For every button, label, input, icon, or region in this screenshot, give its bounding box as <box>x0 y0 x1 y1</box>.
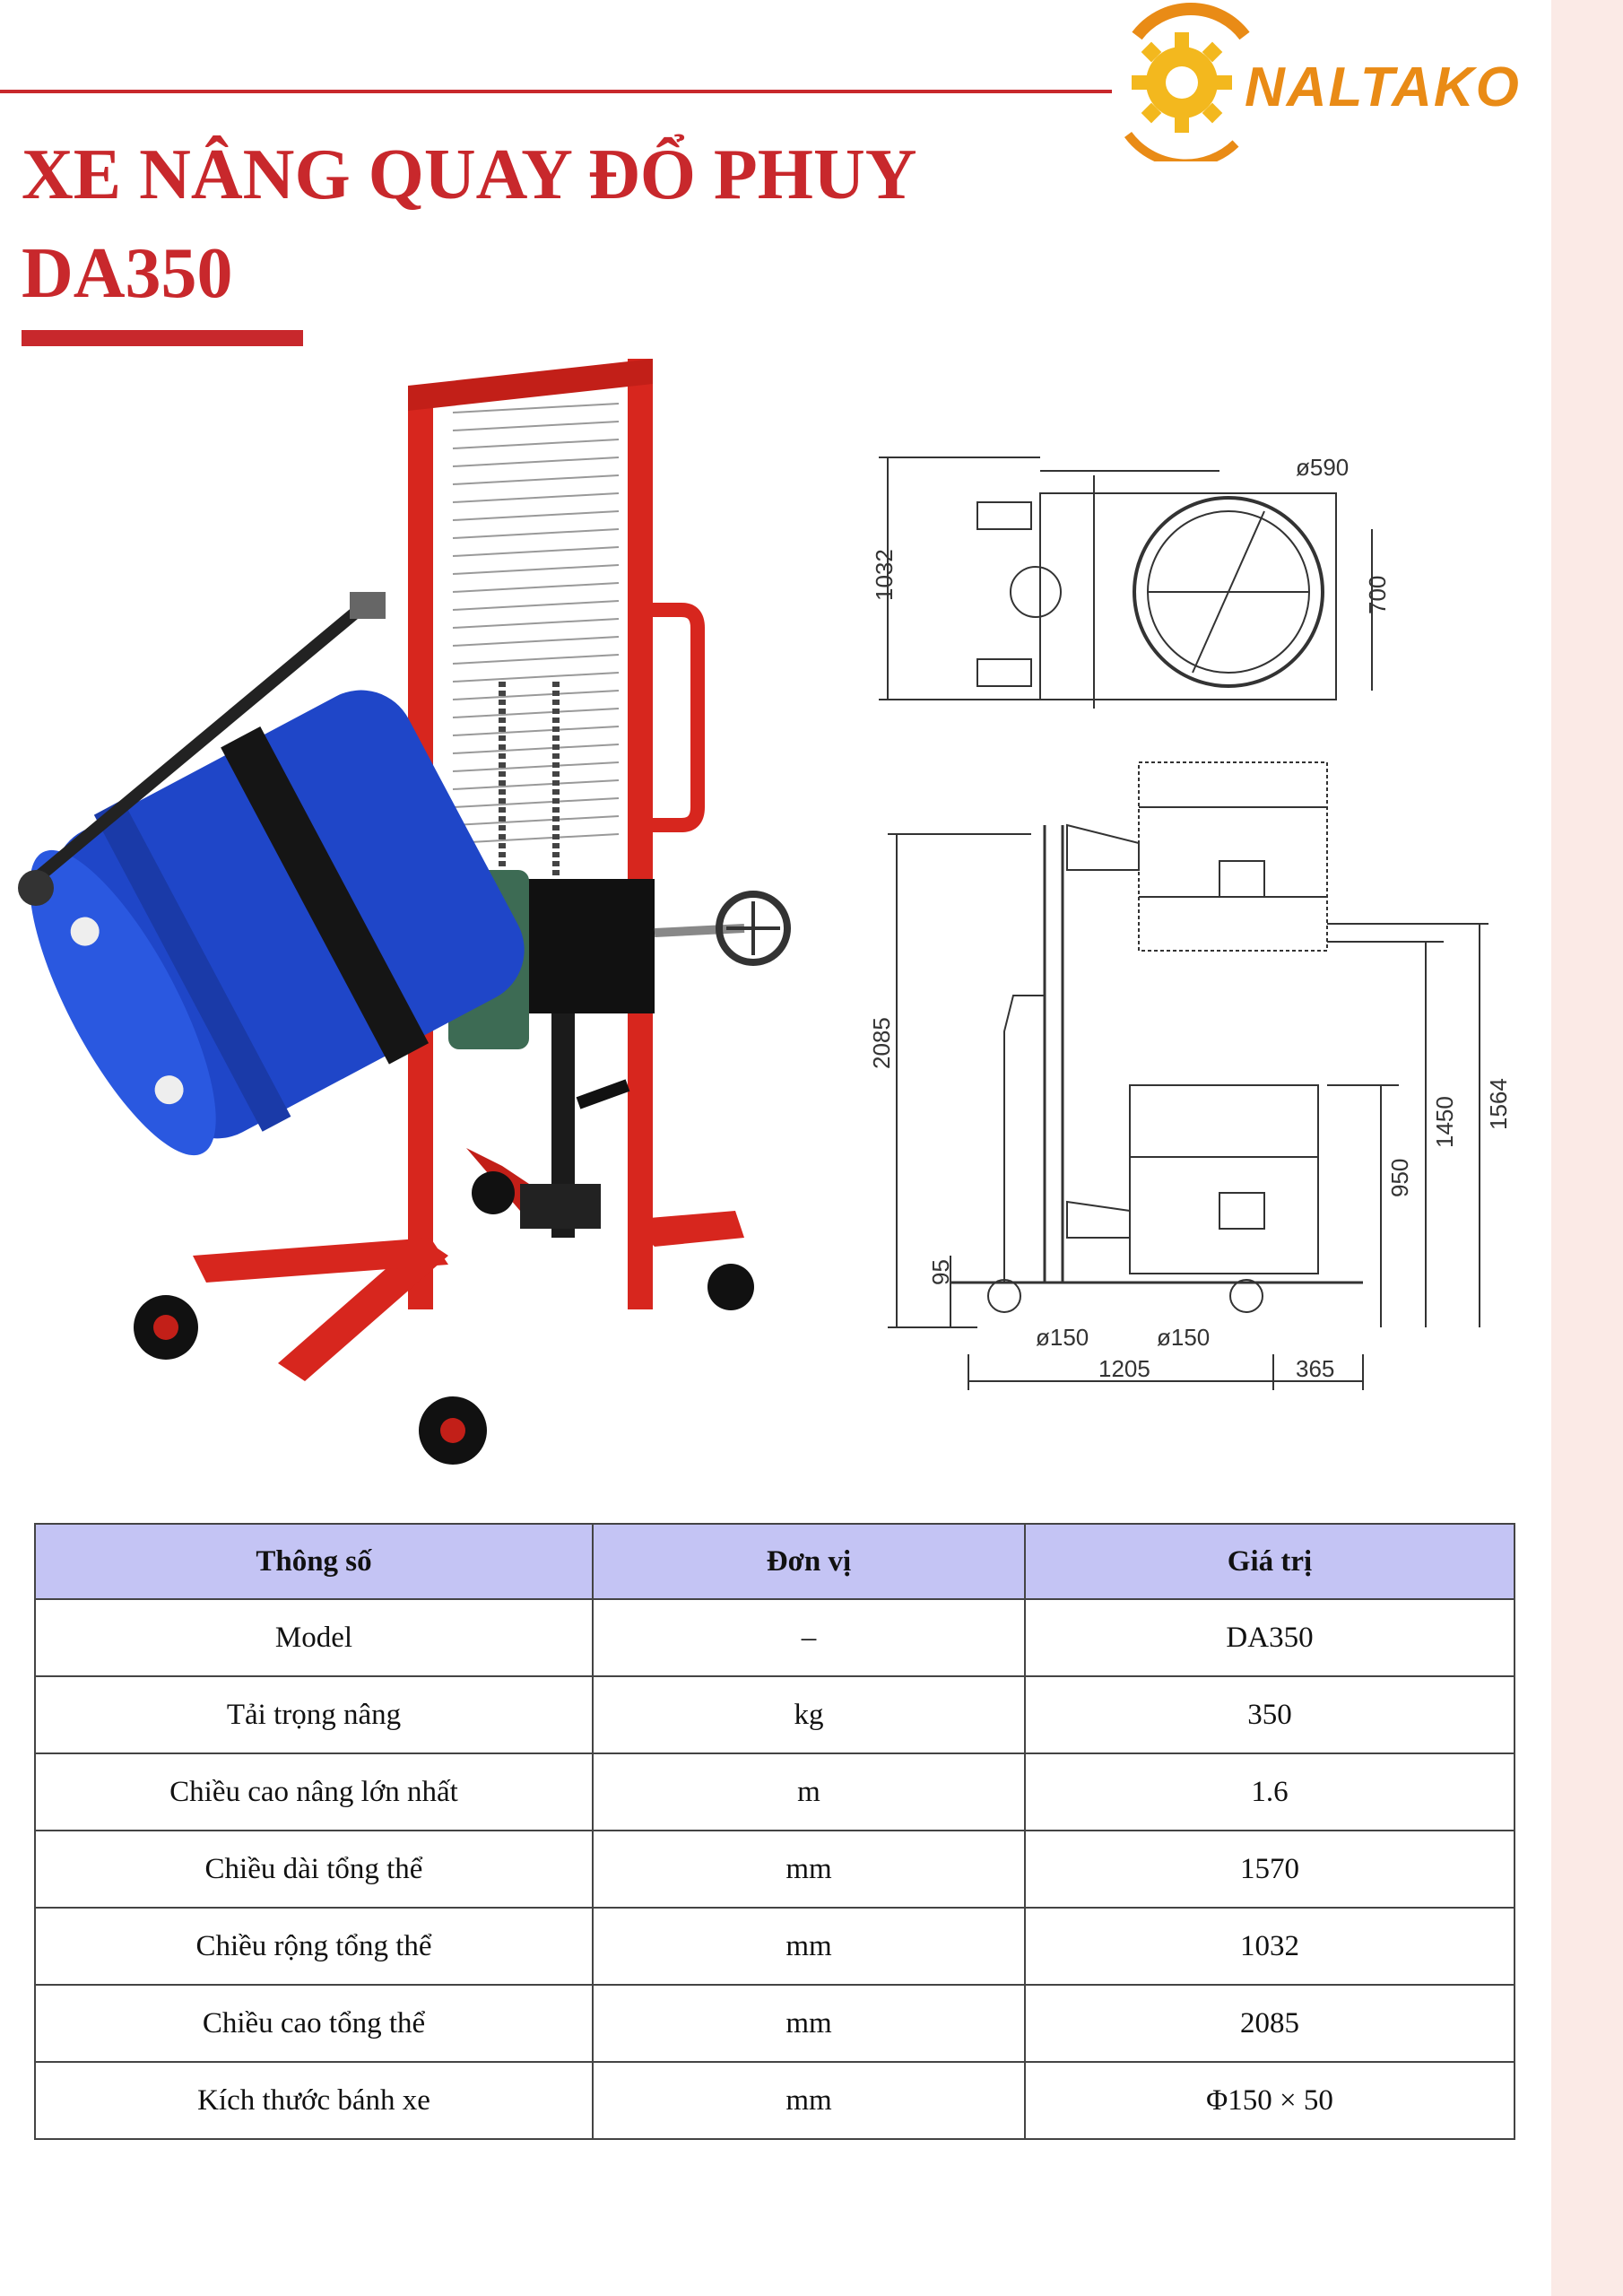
cell-unit: mm <box>593 1985 1025 2062</box>
cell-parameter: Model <box>35 1599 593 1676</box>
cell-unit: mm <box>593 2062 1025 2139</box>
cell-unit: – <box>593 1599 1025 1676</box>
cell-unit: m <box>593 1753 1025 1831</box>
wheel <box>707 1264 754 1310</box>
table-row <box>35 1831 1515 1908</box>
header-value: Giá trị <box>1025 1524 1515 1599</box>
dim-height-2085: 2085 <box>868 1017 895 1069</box>
dim-700: 700 <box>1364 575 1391 614</box>
header-unit: Đơn vị <box>593 1524 1025 1599</box>
cell-value: 350 <box>1025 1676 1515 1753</box>
dim-length-1205: 1205 <box>1098 1355 1150 1382</box>
dim-95: 95 <box>927 1259 954 1285</box>
dim-1450: 1450 <box>1431 1096 1458 1148</box>
dim-950: 950 <box>1386 1158 1413 1197</box>
product-photo <box>0 341 834 1507</box>
cell-unit: kg <box>593 1676 1025 1753</box>
brand-logo <box>1110 0 1541 161</box>
cell-unit: mm <box>593 1908 1025 1985</box>
cell-unit: mm <box>593 1831 1025 1908</box>
cell-value: Φ150 × 50 <box>1025 2062 1515 2139</box>
table-header-row <box>35 1524 1515 1599</box>
table-row <box>35 1599 1515 1676</box>
brand-name: NALTAKO <box>1245 57 1521 118</box>
mast-right <box>628 359 653 1309</box>
safety-mesh <box>453 404 619 843</box>
dim-length-365: 365 <box>1296 1355 1335 1382</box>
cell-value: 1570 <box>1025 1831 1515 1908</box>
table-row <box>35 2062 1515 2139</box>
cell-parameter: Chiều rộng tổng thể <box>35 1908 593 1985</box>
cell-parameter: Kích thước bánh xe <box>35 2062 593 2139</box>
table-row <box>35 1908 1515 1985</box>
cell-parameter: Chiều cao nâng lớn nhất <box>35 1753 593 1831</box>
title-line-2: DA350 <box>22 234 233 313</box>
dim-wheel-1: ø150 <box>1036 1324 1089 1351</box>
cell-value: 2085 <box>1025 1985 1515 2062</box>
wheel <box>472 1171 515 1214</box>
spec-table <box>34 1523 1515 2140</box>
dim-width-1032: 1032 <box>871 549 898 601</box>
header-rule <box>0 90 1112 93</box>
table-row <box>35 1753 1515 1831</box>
header-parameter: Thông số <box>35 1524 593 1599</box>
cell-parameter: Tải trọng nâng <box>35 1676 593 1753</box>
dim-drum-diameter: ø590 <box>1296 454 1350 481</box>
technical-drawing <box>861 422 1515 1426</box>
blue-drum <box>0 664 547 1187</box>
cell-parameter: Chiều dài tổng thể <box>35 1831 593 1908</box>
dim-1564: 1564 <box>1485 1078 1512 1130</box>
cell-value: 1.6 <box>1025 1753 1515 1831</box>
page-title <box>22 126 917 323</box>
cell-value: 1032 <box>1025 1908 1515 1985</box>
page-side-strip <box>1551 0 1623 2296</box>
table-row <box>35 1676 1515 1753</box>
cell-value: DA350 <box>1025 1599 1515 1676</box>
table-row <box>35 1985 1515 2062</box>
title-line-1: XE NÂNG QUAY ĐỔ PHUY <box>22 135 917 214</box>
dim-wheel-2: ø150 <box>1157 1324 1211 1351</box>
gear-sun-icon <box>1110 0 1254 161</box>
cell-parameter: Chiều cao tổng thể <box>35 1985 593 2062</box>
